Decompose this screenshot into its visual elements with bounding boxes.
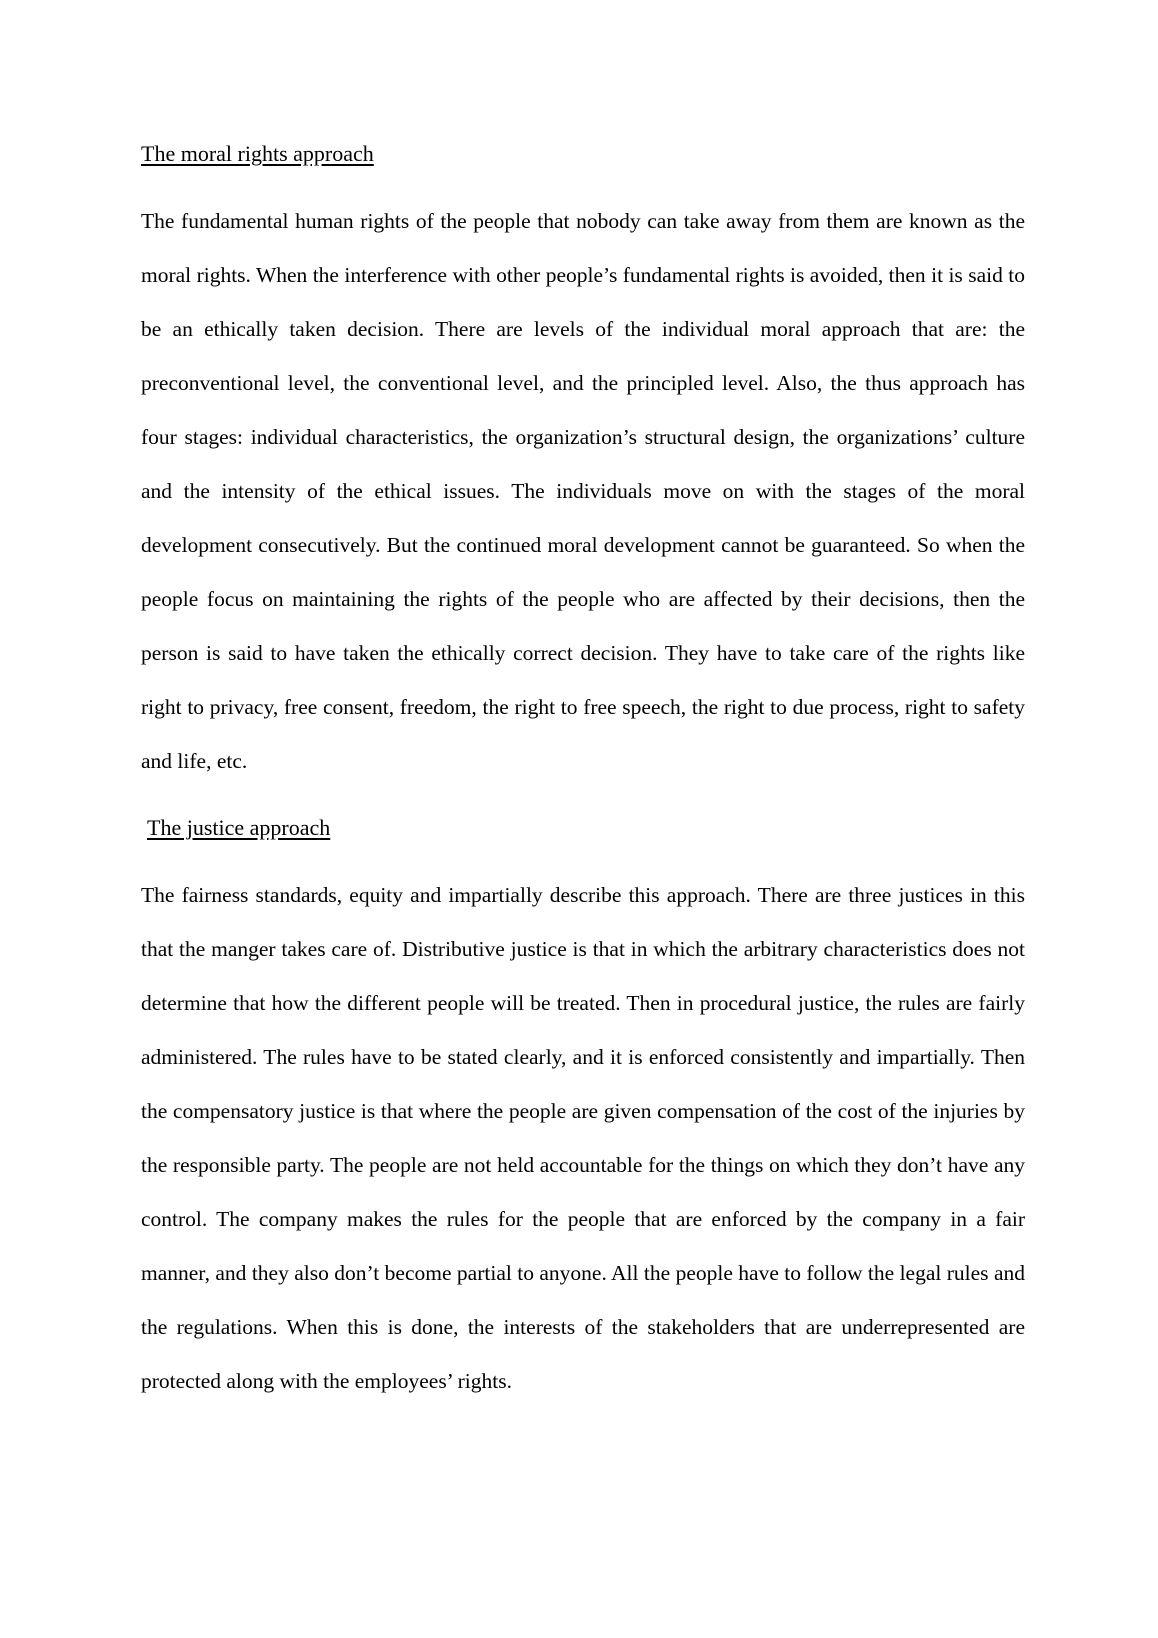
section-heading-moral-rights: The moral rights approach — [141, 141, 374, 166]
section-body-moral-rights: The fundamental human rights of the people that nobody can take away from them are known as the moral rights. When the interference with other people’s fundamental rights is avoided, then it is said to be an ethically taken decision. There are levels of the individual moral approach that are: the preconventional level, the conventional level, and the principled level. Also, the thus approach has four stages: individual characteristics, the organization’s structural design, the organizations’ culture and the intensity of the ethical issues. The individuals move on with the stages of the moral development consecutively. But the continued moral development cannot be guaranteed. So when the people focus on maintaining the rights of the people who are affected by their decisions, then the person is said to have taken the ethically correct decision. They have to take care of the rights like right to privacy, free consent, freedom, the right to free speech, the right to due process, right to safety and life, etc. — [141, 209, 1025, 773]
section-body-justice: The fairness standards, equity and impartially describe this approach. There are three justices in this that the manger takes care of. Distributive justice is that in which the arbitrary characteristics does not determine that how the different people will be treated. Then in procedural justice, the rules are fairly administered. The rules have to be stated clearly, and it is enforced consistently and impartially. Then the compensatory justice is that where the people are given compensation of the cost of the injuries by the responsible party. The people are not held accountable for the things on which they don’t have any control. The company makes the rules for the people that are enforced by the company in a fair manner, and they also don’t become partial to anyone. All the people have to follow the legal rules and the regulations. When this is done, the interests of the stakeholders that are underrepresented are protected along with the employees’ rights. — [141, 883, 1025, 1393]
section-heading-justice: The justice approach — [147, 815, 331, 840]
document-page — [141, 134, 1025, 1408]
